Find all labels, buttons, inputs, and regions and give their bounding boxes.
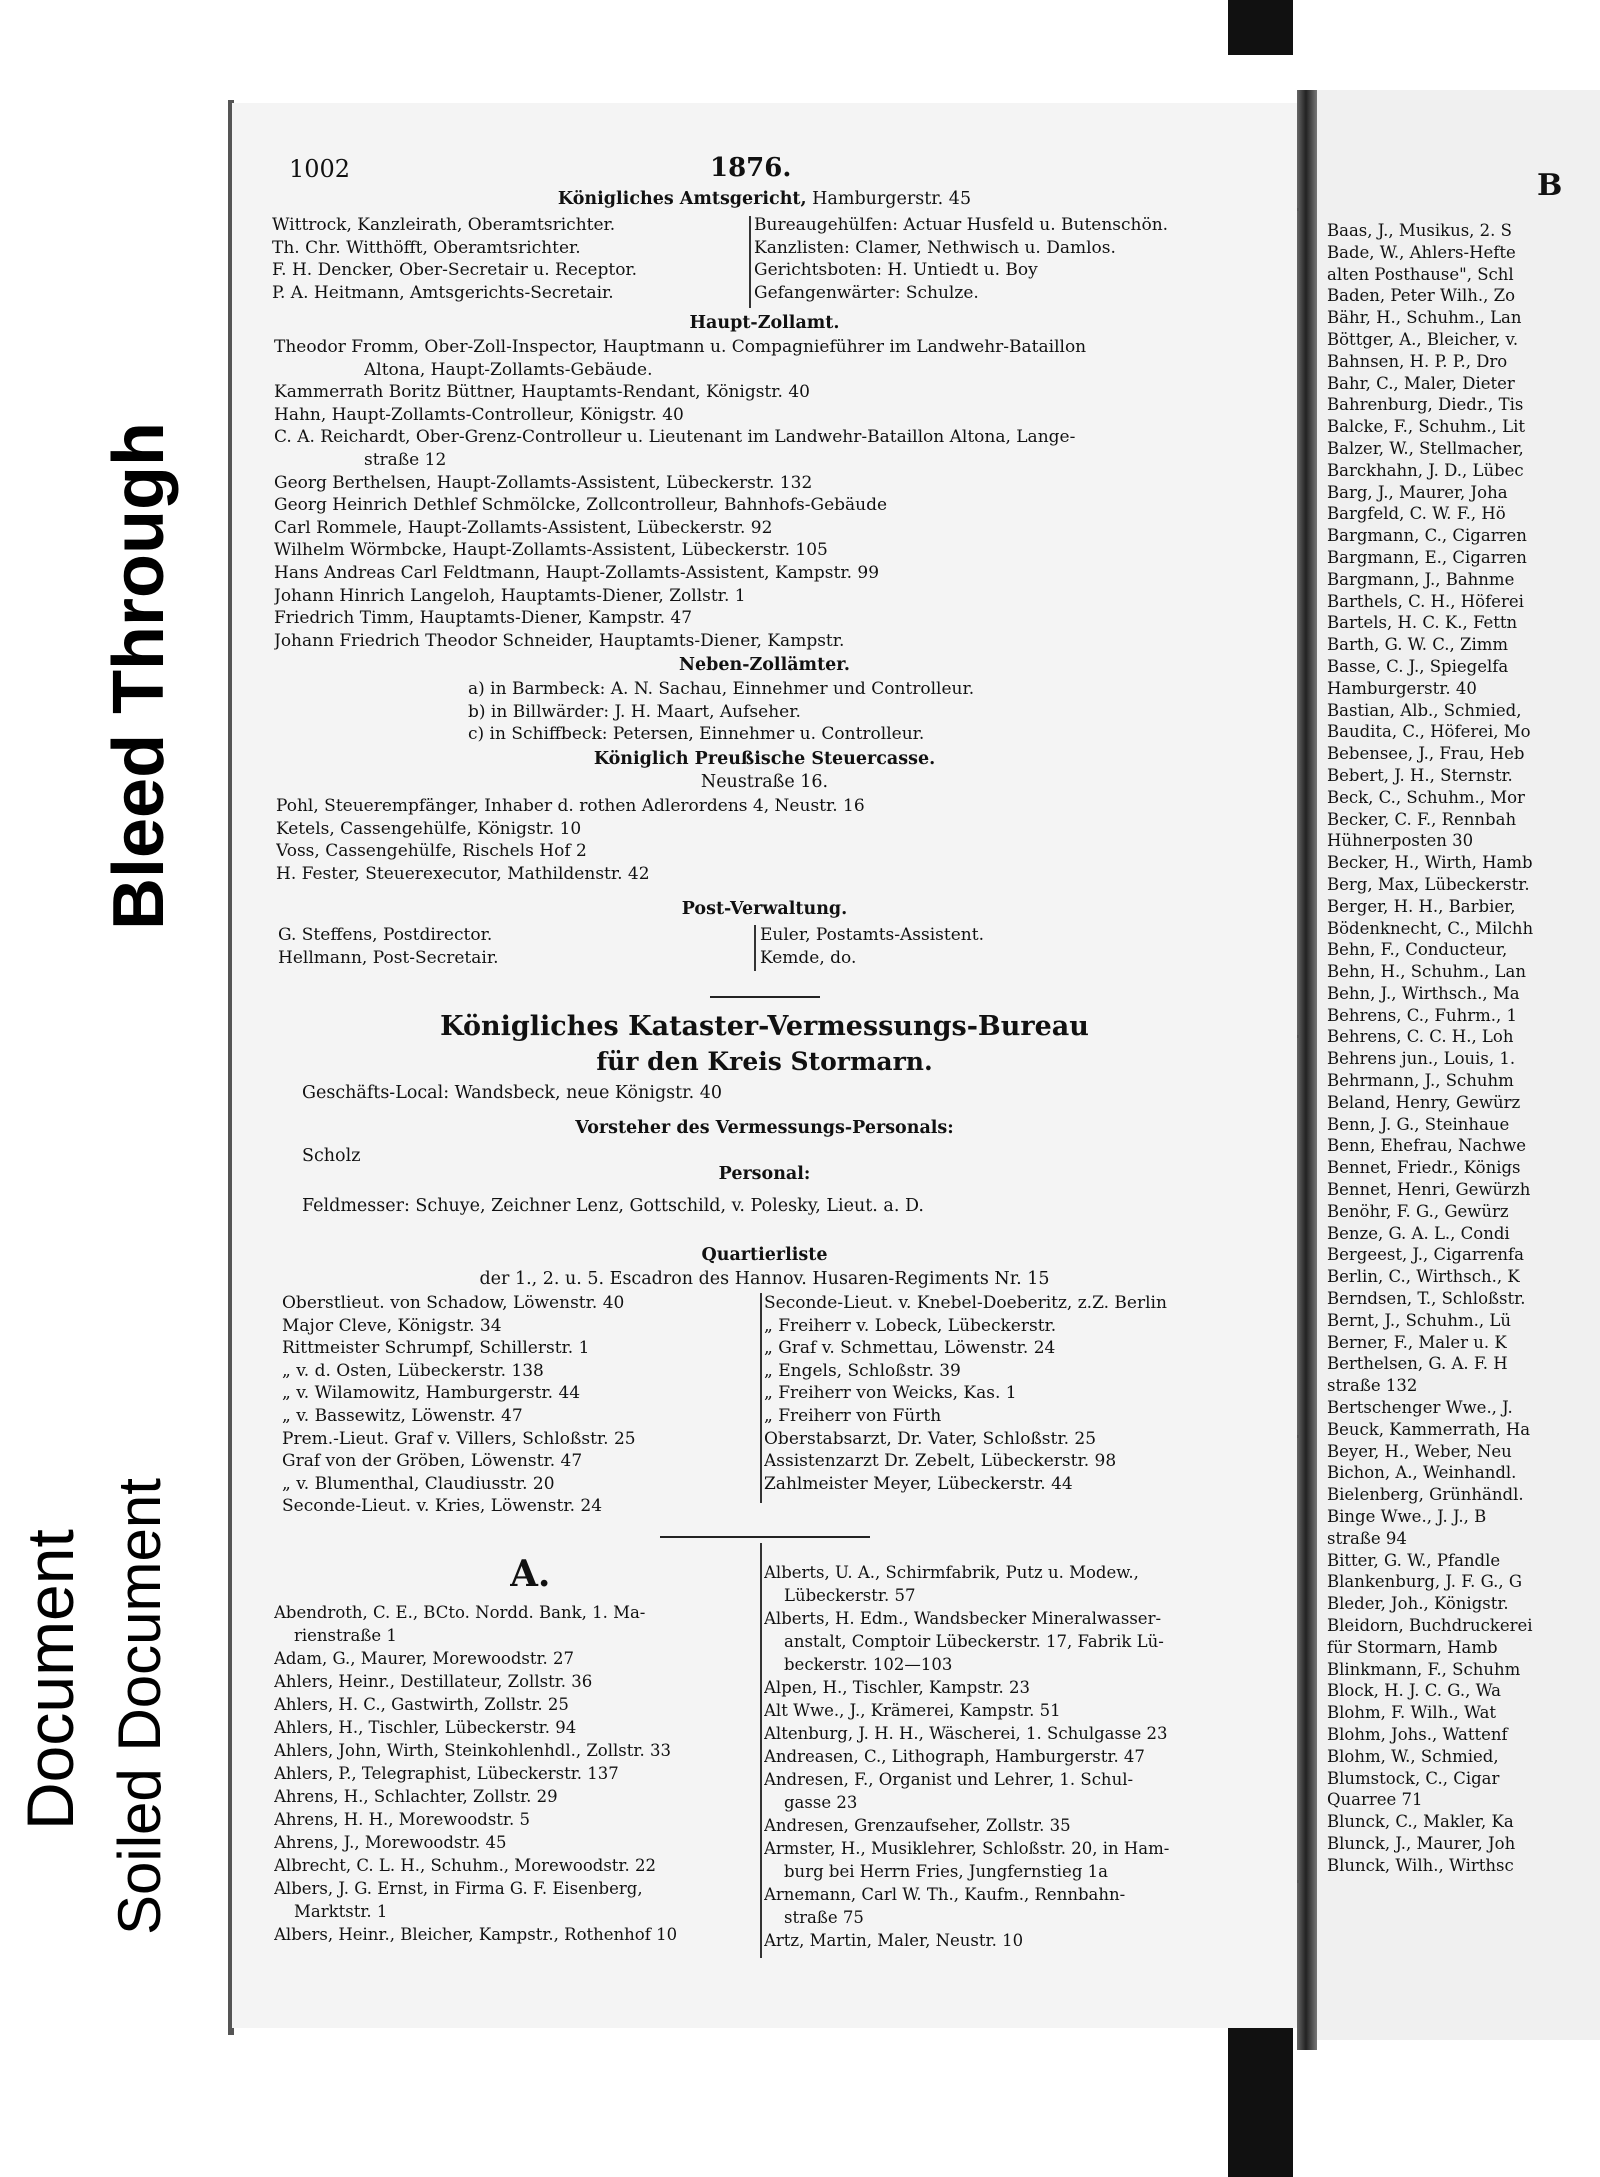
entry-line: Gerichtsboten: H. Untiedt u. Boy: [754, 260, 1038, 280]
directory-page: [232, 103, 1297, 2028]
entry-line: Ahlers, H. C., Gastwirth, Zollstr. 25: [274, 1695, 569, 1714]
amtsgericht-title: Königliches Amtsgericht,: [557, 189, 807, 209]
entry-line: Prem.-Lieut. Graf v. Villers, Schloßstr. 25: [282, 1428, 636, 1449]
steuer-title: Königlich Preußische Steuercasse.: [593, 749, 936, 769]
right-page-entry: Bitter, G. W., Pfandle: [1327, 1550, 1501, 1570]
entry-line: Andresen, F., Organist und Lehrer, 1. Schul-: [764, 1770, 1134, 1789]
right-page-entry: Basse, C. J., Spiegelfa: [1327, 656, 1509, 676]
entry-line: Bureaugehülfen: Actuar Husfeld u. Butenschön.: [754, 215, 1169, 235]
entry-line: straße 75: [784, 1908, 864, 1927]
entry-line: Wilhelm Wörmbcke, Haupt-Zollamts-Assistent, Lübeckerstr. 105: [274, 540, 828, 561]
entry-line: G. Steffens, Postdirector.: [278, 925, 493, 945]
right-page-entry: Bertschenger Wwe., J.: [1327, 1398, 1513, 1418]
entry-line: Gefangenwärter: Schulze.: [754, 282, 979, 303]
quartier-title: Quartierliste: [701, 1245, 828, 1265]
right-page-entry: Hamburgerstr. 40: [1327, 678, 1477, 698]
right-page-entry: Bargfeld, C. W. F., Hö: [1327, 504, 1506, 524]
entry-line: Carl Rommele, Haupt-Zollamts-Assistent, Lübeckerstr. 92: [274, 517, 773, 538]
right-page-entry: Becker, H., Wirth, Hamb: [1327, 853, 1533, 873]
kataster-subtitle: für den Kreis Stormarn.: [596, 1047, 933, 1076]
right-page-entry: Behrens, C., Fuhrm., 1: [1327, 1005, 1517, 1025]
entry-line: Ahrens, H. H., Morewoodstr. 5: [274, 1810, 530, 1829]
entry-line: „ Engels, Schloßstr. 39: [764, 1360, 961, 1381]
entry-line: Kanzlisten: Clamer, Nethwisch u. Damlos.: [754, 237, 1116, 258]
right-page-entry: Blinkmann, F., Schuhm: [1327, 1659, 1521, 1679]
right-page-entry: Barthels, C. H., Höferei: [1327, 591, 1524, 611]
right-page-entry: Bargmann, J., Bahnme: [1327, 569, 1515, 589]
feldmesser-line: Feldmesser: Schuye, Zeichner Lenz, Gottschild, v. Polesky, Lieut. a. D.: [302, 1196, 924, 1216]
entry-line: Alpen, H., Tischler, Kampstr. 23: [764, 1678, 1031, 1697]
right-page-entry: Blumstock, C., Cigar: [1327, 1768, 1500, 1788]
entry-line: beckerstr. 102—103: [784, 1655, 953, 1674]
right-page-entry: Baudita, C., Höferei, Mo: [1327, 722, 1531, 742]
entry-line: Artz, Martin, Maler, Neustr. 10: [764, 1931, 1024, 1950]
right-page-entry: Bernt, J., Schuhm., Lü: [1327, 1310, 1511, 1330]
entry-line: Major Cleve, Königstr. 34: [282, 1315, 502, 1336]
right-page-entry: Bargmann, E., Cigarren: [1327, 547, 1527, 567]
column-divider: [754, 925, 756, 971]
page-year: 1876.: [710, 153, 792, 183]
right-page-entry: Behn, H., Schuhm., Lan: [1327, 962, 1526, 982]
right-page-entry: Bichon, A., Weinhandl.: [1327, 1463, 1517, 1483]
entry-line: F. H. Dencker, Ober-Secretair u. Receptor.: [272, 260, 638, 280]
right-page-entry: Bleder, Joh., Königstr.: [1327, 1594, 1509, 1614]
right-page-entry: Behn, F., Conducteur,: [1327, 940, 1508, 960]
entry-line: anstalt, Comptoir Lübeckerstr. 17, Fabrik Lü-: [784, 1632, 1164, 1651]
bleed-through-label: Bleed Through: [99, 422, 179, 930]
entry-line: „ Graf v. Schmettau, Löwenstr. 24: [764, 1338, 1056, 1359]
right-page-entry: Beyer, H., Weber, Neu: [1327, 1441, 1512, 1461]
entry-line: Georg Berthelsen, Haupt-Zollamts-Assistent, Lübeckerstr. 132: [274, 472, 813, 493]
right-page-entry: Blohm, F. Wilh., Wat: [1327, 1703, 1497, 1723]
entry-line: Voss, Cassengehülfe, Rischels Hof 2: [276, 841, 587, 861]
entry-line: Johann Friedrich Theodor Schneider, Hauptamts-Diener, Kampstr.: [274, 630, 845, 651]
right-page-entry: Bennet, Henri, Gewürzh: [1327, 1180, 1531, 1200]
entry-line: Albrecht, C. L. H., Schuhm., Morewoodstr. 22: [274, 1856, 656, 1875]
entry-line: „ v. Wilamowitz, Hamburgerstr. 44: [282, 1383, 581, 1404]
right-page-entry: Bähr, H., Schuhm., Lan: [1327, 308, 1522, 328]
right-page-header: B: [1537, 168, 1563, 203]
right-page-entry: Blunck, C., Makler, Ka: [1327, 1812, 1514, 1832]
entry-line: Kemde, do.: [760, 947, 857, 968]
nebenzoll-title: Neben-Zollämter.: [678, 655, 850, 675]
entry-line: Ahrens, H., Schlachter, Zollstr. 29: [274, 1787, 558, 1806]
right-page-entry: Baas, J., Musikus, 2. S: [1327, 221, 1512, 240]
right-page-entry: Berg, Max, Lübeckerstr.: [1327, 874, 1530, 894]
entry-line: „ Freiherr von Weicks, Kas. 1: [764, 1383, 1017, 1404]
right-page-entry: Berger, H. H., Barbier,: [1327, 896, 1516, 916]
entry-line: burg bei Herrn Fries, Jungfernstieg 1a: [784, 1862, 1108, 1881]
column-divider: [760, 1543, 762, 1958]
entry-line: Pohl, Steuerempfänger, Inhaber d. rothen Adlerordens 4, Neustr. 16: [276, 796, 865, 816]
right-page-entry: Barth, G. W. C., Zimm: [1327, 635, 1509, 655]
entry-line: Seconde-Lieut. v. Kries, Löwenstr. 24: [282, 1496, 603, 1517]
entry-line: Ketels, Cassengehülfe, Königstr. 10: [276, 818, 582, 839]
right-page-entry: Behrens jun., Louis, 1.: [1327, 1049, 1516, 1069]
entry-line: Altona, Haupt-Zollamts-Gebäude.: [364, 359, 653, 380]
right-page-entry: Benn, Ehefrau, Nachwe: [1327, 1136, 1527, 1156]
right-page-entry: für Stormarn, Hamb: [1327, 1637, 1498, 1657]
entry-line: Ahlers, John, Wirth, Steinkohlenhdl., Zollstr. 33: [274, 1741, 671, 1760]
entry-line: „ v. Bassewitz, Löwenstr. 47: [282, 1406, 523, 1426]
right-page-entry: Benze, G. A. L., Condi: [1327, 1223, 1510, 1243]
page-number: 1002: [289, 155, 351, 183]
right-page-entry: Behrens, C. C. H., Loh: [1327, 1027, 1514, 1047]
right-page-entry: Benn, J. G., Steinhaue: [1327, 1114, 1510, 1134]
entry-line: Ahlers, H., Tischler, Lübeckerstr. 94: [274, 1718, 577, 1737]
right-page-entry: Bargmann, C., Cigarren: [1327, 526, 1527, 546]
right-page-entry: Quarree 71: [1327, 1790, 1423, 1810]
personal-title: Personal:: [718, 1164, 811, 1184]
entry-line: Alberts, U. A., Schirmfabrik, Putz u. Modew.,: [764, 1563, 1139, 1582]
zollamt-title: Haupt-Zollamt.: [689, 313, 840, 333]
right-page-entry: Behrmann, J., Schuhm: [1327, 1071, 1514, 1091]
entry-line: Hans Andreas Carl Feldtmann, Haupt-Zollamts-Assistent, Kampstr. 99: [274, 563, 880, 583]
entry-line: Theodor Fromm, Ober-Zoll-Inspector, Hauptmann u. Compagnieführer im Landwehr-Bataillon: [274, 337, 1087, 357]
black-marker-bottom: [1228, 2025, 1293, 2177]
entry-line: Altenburg, J. H. H., Wäscherei, 1. Schulgasse 23: [764, 1724, 1168, 1743]
right-page-entry: Bebert, J. H., Sternstr.: [1327, 765, 1513, 785]
right-page-entry: Berner, F., Maler u. K: [1327, 1332, 1507, 1352]
right-page-entry: Blankenburg, J. F. G., G: [1327, 1572, 1523, 1592]
entry-line: Arnemann, Carl W. Th., Kaufm., Rennbahn-: [764, 1885, 1126, 1904]
entry-line: a) in Barmbeck: A. N. Sachau, Einnehmer und Controlleur.: [468, 679, 975, 699]
entry-line: b) in Billwärder: J. H. Maart, Aufseher.: [468, 701, 801, 722]
right-page-entry: Bahnsen, H. P. P., Dro: [1327, 351, 1508, 371]
kataster-title: Königliches Kataster-Vermessungs-Bureau: [440, 1011, 1089, 1042]
entry-line: Ahlers, P., Telegraphist, Lübeckerstr. 137: [274, 1764, 619, 1783]
entry-line: Alt Wwe., J., Krämerei, Kampstr. 51: [764, 1701, 1061, 1720]
right-page-entry: Bade, W., Ahlers-Hefte: [1327, 242, 1516, 262]
entry-line: C. A. Reichardt, Ober-Grenz-Controlleur u. Lieutenant im Landwehr-Bataillon Altona, Lange-: [274, 427, 1076, 448]
right-page-entry: straße 132: [1327, 1376, 1418, 1396]
entry-line: „ Freiherr von Fürth: [764, 1406, 942, 1426]
entry-line: c) in Schiffbeck: Petersen, Einnehmer u. Controlleur.: [468, 724, 925, 744]
entry-line: Johann Hinrich Langeloh, Hauptamts-Diener, Zollstr. 1: [274, 585, 746, 606]
entry-line: Armster, H., Musiklehrer, Schloßstr. 20, in Ham-: [764, 1839, 1170, 1858]
right-page-entry: alten Posthause", Schl: [1327, 264, 1514, 284]
entry-line: Marktstr. 1: [294, 1902, 388, 1921]
section-rule: [660, 1536, 870, 1538]
post-title: Post-Verwaltung.: [681, 899, 848, 919]
book-gutter: [1297, 90, 1317, 2050]
right-page-entry: Blohm, Johs., Wattenf: [1327, 1724, 1508, 1744]
vorsteher-name: Scholz: [302, 1146, 361, 1166]
right-page-entry: Bahr, C., Maler, Dieter: [1327, 373, 1515, 393]
section-letter-a: A.: [510, 1553, 551, 1595]
entry-line: Alberts, H. Edm., Wandsbecker Mineralwasser-: [764, 1609, 1162, 1628]
right-page-entry: Bielenberg, Grünhändl.: [1327, 1485, 1524, 1505]
entry-line: Graf von der Gröben, Löwenstr. 47: [282, 1451, 583, 1472]
entry-line: „ Freiherr v. Lobeck, Lübeckerstr.: [764, 1315, 1057, 1336]
right-page-entry: Bödenknecht, C., Milchh: [1327, 918, 1534, 938]
quartier-subtitle: der 1., 2. u. 5. Escadron des Hannov. Husaren-Regiments Nr. 15: [479, 1269, 1050, 1289]
right-page-entry: Bartels, H. C. K., Fettn: [1327, 613, 1518, 633]
entry-line: „ v. d. Osten, Lübeckerstr. 138: [282, 1360, 544, 1381]
section-rule: [710, 996, 820, 998]
document-label: Document: [13, 1529, 87, 1830]
entry-line: Oberstabsarzt, Dr. Vater, Schloßstr. 25: [764, 1428, 1097, 1449]
entry-line: Seconde-Lieut. v. Knebel-Doeberitz, z.Z. Berlin: [764, 1293, 1167, 1313]
right-page-entry: straße 94: [1327, 1528, 1407, 1548]
right-page-entry: Blunck, Wilh., Wirthsc: [1327, 1855, 1514, 1875]
entry-line: Rittmeister Schrumpf, Schillerstr. 1: [282, 1338, 590, 1359]
entry-line: Friedrich Timm, Hauptamts-Diener, Kampstr. 47: [274, 608, 693, 629]
right-page-entry: Berthelsen, G. A. F. H: [1327, 1354, 1508, 1374]
black-marker-top: [1228, 0, 1293, 55]
right-page-entry: Bergeest, J., Cigarrenfa: [1327, 1245, 1524, 1265]
entry-line: Wittrock, Kanzleirath, Oberamtsrichter.: [272, 215, 616, 235]
entry-line: Assistenzarzt Dr. Zebelt, Lübeckerstr. 98: [764, 1451, 1117, 1472]
entry-line: Oberstlieut. von Schadow, Löwenstr. 40: [282, 1293, 625, 1313]
right-page-entry: Berndsen, T., Schloßstr.: [1327, 1289, 1526, 1309]
column-divider: [760, 1293, 762, 1503]
soiled-document-label: Soiled Document: [106, 1478, 173, 1935]
entry-line: Abendroth, C. E., BCto. Nordd. Bank, 1. Ma-: [274, 1603, 646, 1622]
entry-line: Albers, J. G. Ernst, in Firma G. F. Eisenberg,: [274, 1879, 643, 1898]
entry-line: Euler, Postamts-Assistent.: [760, 925, 984, 945]
entry-line: Lübeckerstr. 57: [784, 1586, 916, 1605]
right-page-entry: Barg, J., Maurer, Joha: [1327, 482, 1508, 502]
entry-line: Th. Chr. Witthöfft, Oberamtsrichter.: [272, 237, 581, 258]
right-page-entry: Blunck, J., Maurer, Joh: [1327, 1833, 1516, 1853]
entry-line: rienstraße 1: [294, 1626, 397, 1645]
amtsgericht-address: Hamburgerstr. 45: [806, 189, 972, 209]
right-page-entry: Balzer, W., Stellmacher,: [1327, 438, 1524, 458]
right-page-entry: Bahrenburg, Diedr., Tis: [1327, 395, 1524, 415]
column-divider: [749, 216, 751, 308]
vorsteher-title: Vorsteher des Vermessungs-Personals:: [575, 1118, 954, 1138]
entry-line: „ v. Blumenthal, Claudiusstr. 20: [282, 1473, 555, 1494]
right-page-entry: Barckhahn, J. D., Lübec: [1327, 460, 1524, 480]
entry-line: Kammerrath Boritz Büttner, Hauptamts-Rendant, Königstr. 40: [274, 382, 810, 403]
right-page-entry: Beuck, Kammerrath, Ha: [1327, 1419, 1531, 1439]
entry-line: Hellmann, Post-Secretair.: [278, 947, 499, 968]
right-page-column: [1327, 220, 1600, 1877]
entry-line: H. Fester, Steuerexecutor, Mathildenstr. 42: [276, 863, 650, 884]
right-page-entry: Beck, C., Schuhm., Mor: [1327, 787, 1525, 807]
steuer-address: Neustraße 16.: [700, 772, 829, 792]
right-page-entry: Becker, C. F., Rennbah: [1327, 809, 1517, 829]
entry-line: Zahlmeister Meyer, Lübeckerstr. 44: [764, 1473, 1073, 1494]
entry-line: Albers, Heinr., Bleicher, Kampstr., Rothenhof 10: [274, 1925, 678, 1944]
right-page-entry: Behn, J., Wirthsch., Ma: [1327, 983, 1520, 1003]
right-page-entry: Balcke, F., Schuhm., Lit: [1327, 417, 1526, 437]
right-page-entry: Bennet, Friedr., Königs: [1327, 1158, 1521, 1178]
right-page-entry: Binge Wwe., J. J., B: [1327, 1507, 1487, 1527]
entry-line: Hahn, Haupt-Zollamts-Controlleur, Königstr. 40: [274, 404, 684, 425]
right-page-entry: Hühnerposten 30: [1327, 831, 1474, 851]
right-page-entry: Block, H. J. C. G., Wa: [1327, 1681, 1501, 1701]
entry-line: Andreasen, C., Lithograph, Hamburgerstr. 47: [764, 1747, 1145, 1766]
entry-line: gasse 23: [784, 1793, 858, 1812]
entry-line: Ahlers, Heinr., Destillateur, Zollstr. 36: [274, 1672, 593, 1691]
right-page-entry: Blohm, W., Schmied,: [1327, 1746, 1499, 1766]
right-page-entry: Beland, Henry, Gewürz: [1327, 1092, 1521, 1112]
entry-line: Georg Heinrich Dethlef Schmölcke, Zollcontrolleur, Bahnhofs-Gebäude: [274, 495, 888, 516]
entry-line: Andresen, Grenzaufseher, Zollstr. 35: [764, 1816, 1071, 1835]
entry-line: Adam, G., Maurer, Morewoodstr. 27: [274, 1649, 575, 1668]
right-page-entry: Benöhr, F. G., Gewürz: [1327, 1201, 1509, 1221]
entry-line: Ahrens, J., Morewoodstr. 45: [274, 1833, 507, 1852]
right-page-entry: Bastian, Alb., Schmied,: [1327, 700, 1522, 720]
amtsgericht-heading: [232, 189, 1297, 209]
right-page-entry: Bleidorn, Buchdruckerei: [1327, 1616, 1533, 1635]
right-page-entry: Berlin, C., Wirthsch., K: [1327, 1267, 1520, 1287]
entry-line: straße 12: [364, 450, 447, 470]
right-page-entry: Bebensee, J., Frau, Heb: [1327, 744, 1525, 764]
right-page: [1317, 90, 1600, 2040]
right-page-entry: Böttger, A., Bleicher, v.: [1327, 329, 1519, 349]
entry-line: P. A. Heitmann, Amtsgerichts-Secretair.: [272, 282, 614, 303]
right-page-entry: Baden, Peter Wilh., Zo: [1327, 286, 1516, 306]
kataster-local: Geschäfts-Local: Wandsbeck, neue Königstr. 40: [302, 1083, 722, 1103]
